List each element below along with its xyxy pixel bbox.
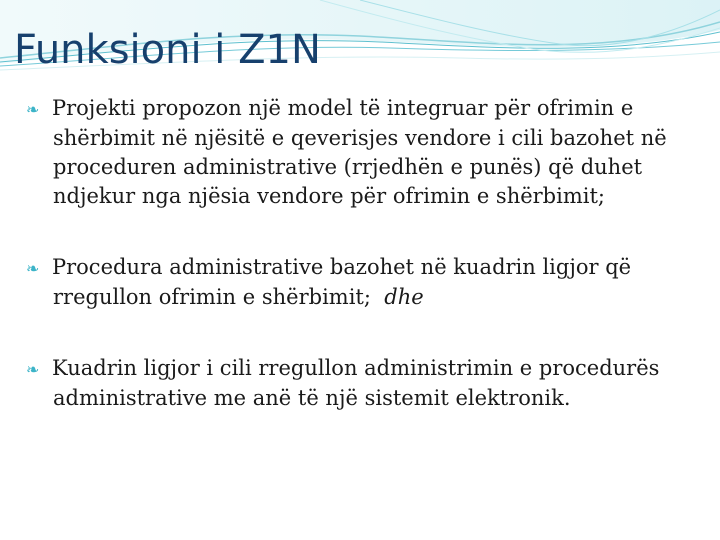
bullet-item [26, 253, 706, 312]
ornament-bullet-icon: ❧ [26, 100, 40, 119]
bullet-text: Projekti propozon një model të integruar për ofrimin e shërbimit në njësitë e qeverisjes vendore i cili bazohet në proceduren administrative (rrjedhën e punës) që duhet ndjekur nga njësia vendore për ofrimin e shërbimit; [52, 96, 667, 208]
bullet-item [26, 354, 706, 413]
bullet-text: Procedura administrative bazohet në kuadrin ligjor që rregullon ofrimin e shërbimit; [52, 255, 638, 309]
bullet-emphasis: dhe [384, 285, 424, 309]
bullet-item [26, 94, 706, 211]
slide-title: Funksioni i Z1N [14, 27, 321, 73]
bullet-text: Kuadrin ligjor i cili rregullon administrimin e procedurës administrative me anë të një sistemit elektronik. [52, 356, 660, 410]
ornament-bullet-icon: ❧ [26, 360, 40, 379]
bullet-list [26, 94, 706, 413]
ornament-bullet-icon: ❧ [26, 259, 40, 278]
